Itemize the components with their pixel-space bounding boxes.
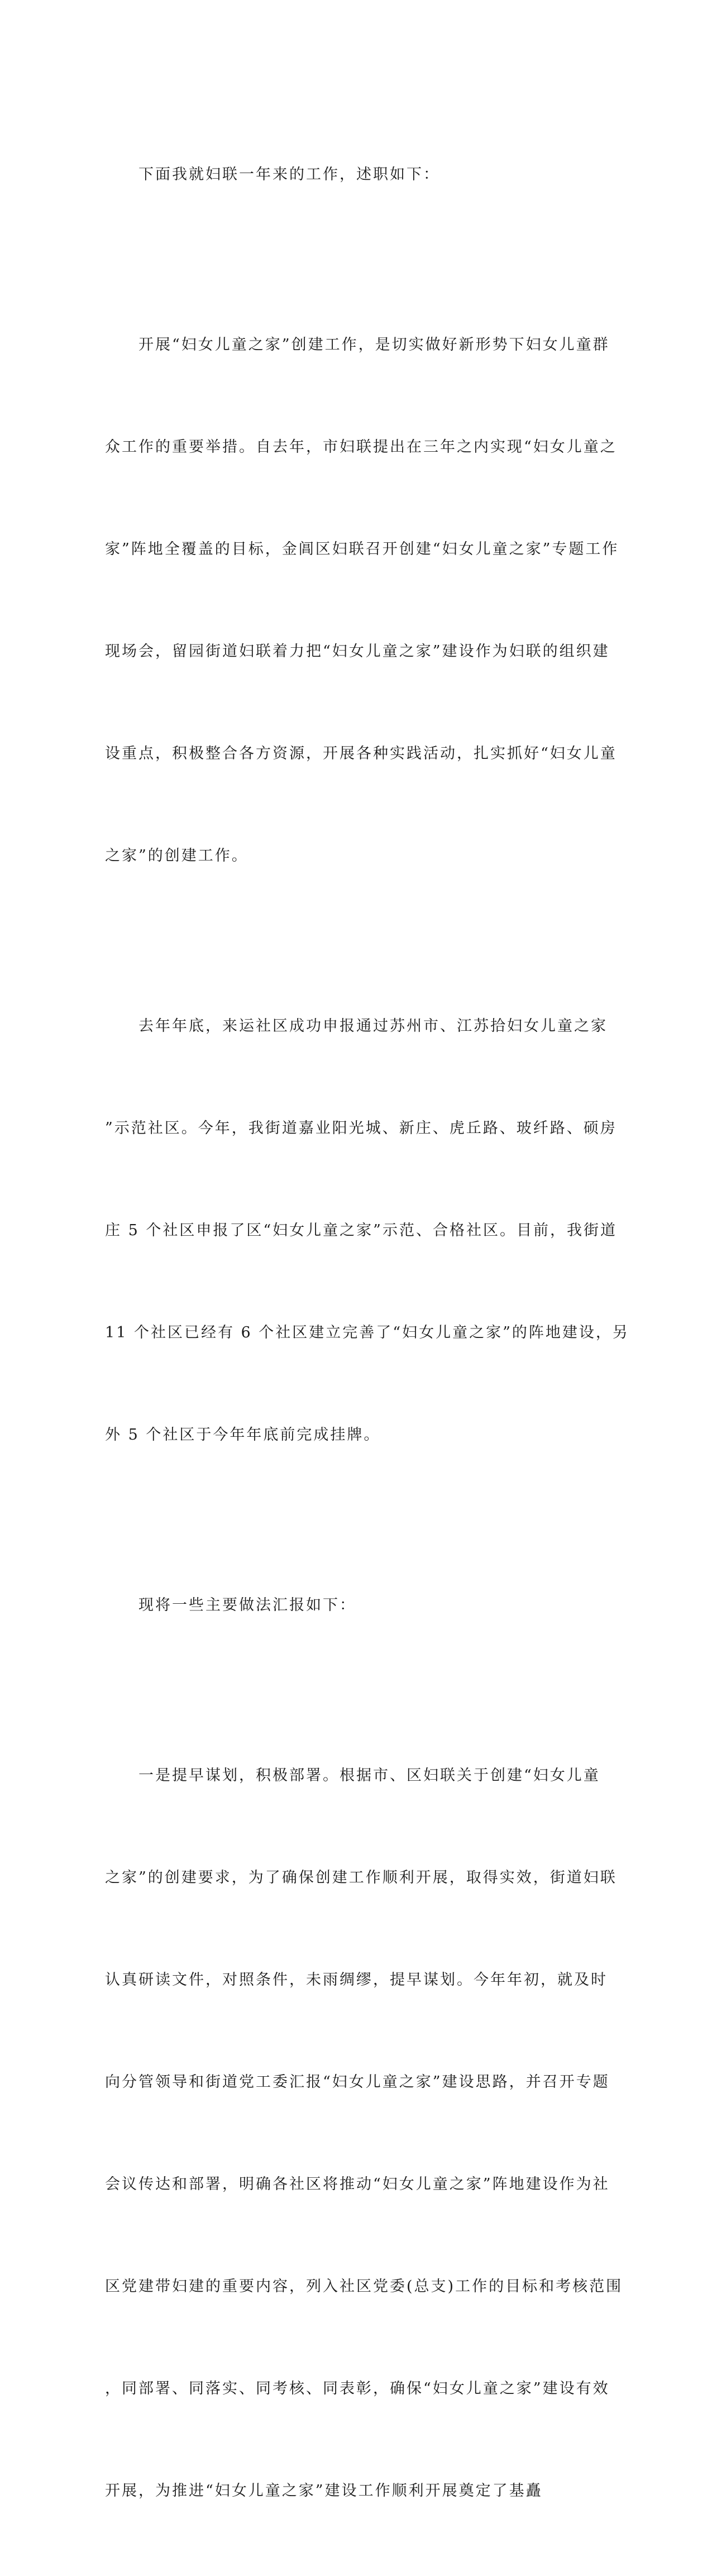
text-line: 家”阵地全覆盖的目标，金阊区妇联召开创建“妇女儿童之家”专题工作 [105,541,619,558]
text-line: 现场会，留园街道妇联着力把“妇女儿童之家”建设作为妇联的组织建 [105,643,610,660]
paragraph-intro [105,89,596,260]
text-line: 认真研读文件，对照条件，未雨绸缪，提早谋划。今年年初，就及时 [105,1971,608,1989]
text-line: 开展，为推进“妇女儿童之家”建设工作顺利开展奠定了基矗 [105,2482,543,2499]
text-line: 外 5 个社区于今年年底前完成挂牌。 [105,1426,381,1444]
paragraph-progress [105,941,629,1520]
text-line: 之家”的创建要求，为了确保创建工作顺利开展，取得实效，街道妇联 [105,1869,617,1886]
body-text [105,89,629,2576]
text-line: 开展“妇女儿童之家”创建工作，是切实做好新形势下妇女儿童群 [105,336,610,353]
text-line: 去年年底，来运社区成功申报通过苏州市、江苏拾妇女儿童之家 [105,1017,608,1035]
text-line: ，同部署、同落实、同考核、同表彰，确保“妇女儿童之家”建设有效 [105,2380,610,2397]
text-line: 下面我就妇联一年来的工作，述职如下： [105,166,440,183]
paragraph-transition [105,1520,596,1690]
paragraph-background [105,260,619,941]
text-line: 一是提早谋划，积极部署。根据市、区妇联关于创建“妇女儿童 [105,1767,600,1784]
text-line: 现将一些主要做法汇报如下： [105,1597,356,1614]
text-line: 庄 5 个社区申报了区“妇女儿童之家”示范、合格社区。目前，我街道 [105,1222,617,1239]
text-line: 向分管领导和街道党工委汇报“妇女儿童之家”建设思路，并召开专题 [105,2073,610,2091]
text-line: ”示范社区。今年，我街道嘉业阳光城、新庄、虎丘路、玻纤路、硕房 [105,1120,617,1137]
text-line: 设重点，积极整合各方资源，开展各种实践活动，扎实抓好“妇女儿童 [105,745,617,762]
text-line: 11 个社区已经有 6 个社区建立完善了“妇女儿童之家”的阵地建设，另 [105,1324,629,1341]
text-line: 众工作的重要举措。自去年，市妇联提出在三年之内实现“妇女儿童之 [105,438,617,456]
text-line: 区党建带妇建的重要内容，列入社区党委(总支)工作的目标和考核范围 [105,2278,623,2295]
text-line: 会议传达和部署，明确各社区将推动“妇女儿童之家”阵地建设作为社 [105,2176,610,2193]
text-line: 之家”的创建工作。 [105,847,249,864]
paragraph-measure-one [105,1690,623,2576]
